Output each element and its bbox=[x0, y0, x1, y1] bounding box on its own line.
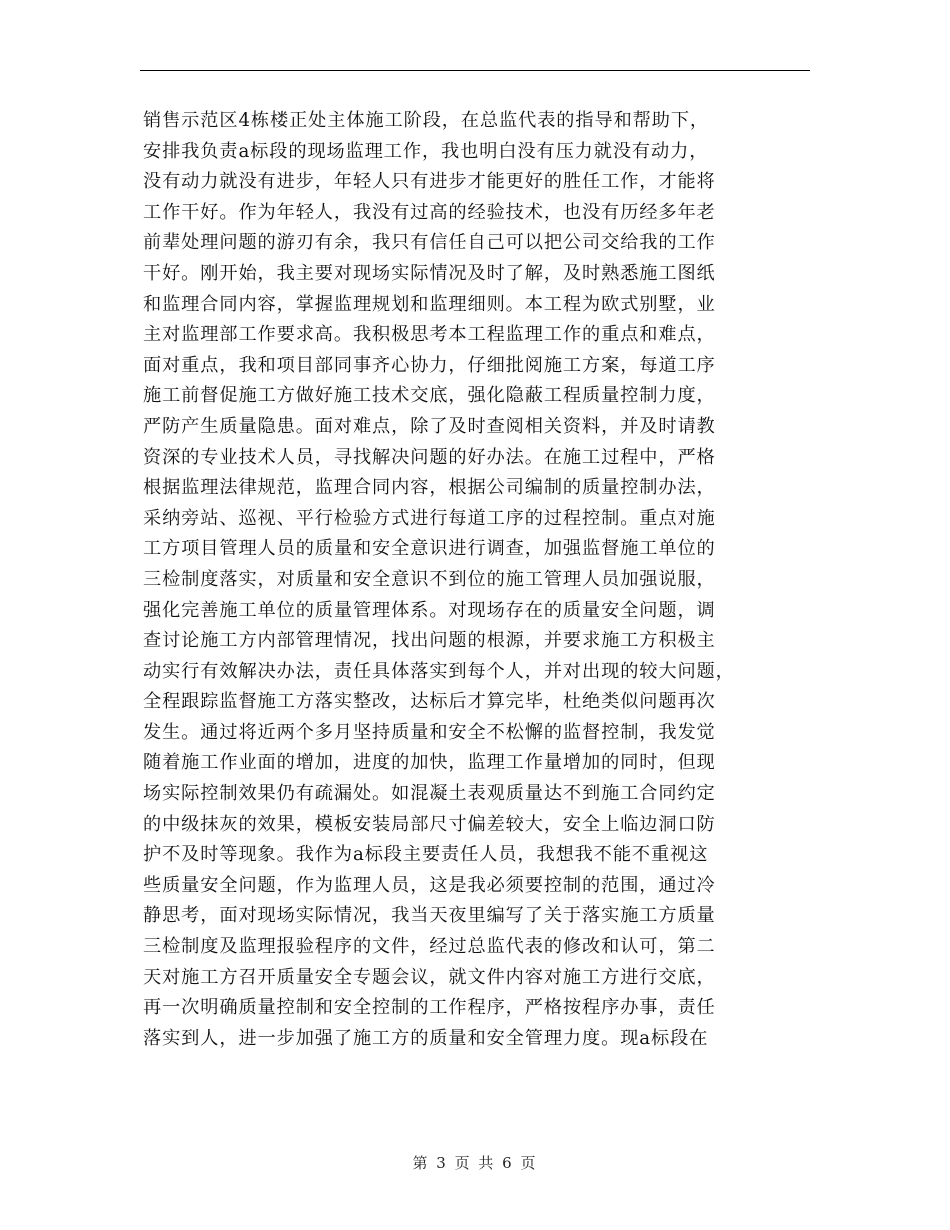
text-line: 护不及时等现象。我作为a标段主要责任人员，我想我不能不重视这 bbox=[143, 844, 709, 866]
header-rule bbox=[140, 70, 810, 71]
text-line: 场实际控制效果仍有疏漏处。如混凝土表观质量达不到施工合同约定 bbox=[143, 783, 716, 805]
text-line: 资深的专业技术人员，寻找解决问题的好办法。在施工过程中，严格 bbox=[143, 446, 716, 468]
text-line: 干好。刚开始，我主要对现场实际情况及时了解，及时熟悉施工图纸 bbox=[143, 262, 716, 284]
text-line: 的中级抹灰的效果，模板安装局部尺寸偏差较大，安全上临边洞口防 bbox=[143, 813, 716, 835]
text-line: 三检制度落实，对质量和安全意识不到位的施工管理人员加强说服， bbox=[143, 568, 716, 590]
text-line: 施工前督促施工方做好施工技术交底，强化隐蔽工程质量控制力度， bbox=[143, 385, 716, 407]
text-line: 些质量安全问题，作为监理人员，这是我必须要控制的范围，通过冷 bbox=[143, 874, 716, 896]
text-line: 静思考，面对现场实际情况，我当天夜里编写了关于落实施工方质量 bbox=[143, 905, 716, 927]
text-line: 强化完善施工单位的质量管理体系。对现场存在的质量安全问题，调 bbox=[143, 599, 716, 621]
text-line: 全程跟踪监督施工方落实整改，达标后才算完毕，杜绝类似问题再次 bbox=[143, 691, 716, 713]
text-line: 动实行有效解决办法，责任具体落实到每个人，并对出现的较大问题， bbox=[143, 660, 735, 682]
text-line: 根据监理法律规范，监理合同内容，根据公司编制的质量控制办法， bbox=[143, 477, 716, 499]
page-footer: 第 3 页 共 6 页 bbox=[412, 1154, 538, 1172]
text-line: 主对监理部工作要求高。我积极思考本工程监理工作的重点和难点， bbox=[143, 324, 716, 346]
text-line: 落实到人，进一步加强了施工方的质量和安全管理力度。现a标段在 bbox=[143, 1027, 709, 1049]
text-line: 和监理合同内容，掌握监理规划和监理细则。本工程为欧式别墅，业 bbox=[143, 293, 716, 315]
text-line: 前辈处理问题的游刃有余，我只有信任自己可以把公司交给我的工作 bbox=[143, 232, 716, 254]
text-line: 查讨论施工方内部管理情况，找出问题的根源，并要求施工方积极主 bbox=[143, 630, 716, 652]
text-line: 再一次明确质量控制和安全控制的工作程序，严格按程序办事，责任 bbox=[143, 997, 716, 1019]
text-line: 发生。通过将近两个多月坚持质量和安全不松懈的监督控制，我发觉 bbox=[143, 721, 716, 743]
text-line: 采纳旁站、巡视、平行检验方式进行每道工序的过程控制。重点对施 bbox=[143, 507, 716, 529]
text-line: 天对施工方召开质量安全专题会议，就文件内容对施工方进行交底， bbox=[143, 966, 716, 988]
body-text bbox=[143, 106, 815, 1054]
text-line: 工作干好。作为年轻人，我没有过高的经验技术，也没有历经多年老 bbox=[143, 201, 716, 223]
text-line: 面对重点，我和项目部同事齐心协力，仔细批阅施工方案，每道工序 bbox=[143, 354, 716, 376]
text-line: 安排我负责a标段的现场监理工作，我也明白没有压力就没有动力， bbox=[143, 140, 709, 162]
text-line: 随着施工作业面的增加，进度的加快，监理工作量增加的同时，但现 bbox=[143, 752, 716, 774]
text-line: 销售示范区4栋楼正处主体施工阶段，在总监代表的指导和帮助下， bbox=[143, 110, 710, 131]
text-line: 没有动力就没有进步，年轻人只有进步才能更好的胜任工作，才能将 bbox=[143, 171, 716, 193]
text-line: 三检制度及监理报验程序的文件，经过总监代表的修改和认可，第二 bbox=[143, 936, 716, 958]
text-line: 严防产生质量隐患。面对难点，除了及时查阅相关资料，并及时请教 bbox=[143, 415, 716, 437]
text-line: 工方项目管理人员的质量和安全意识进行调查，加强监督施工单位的 bbox=[143, 538, 716, 560]
